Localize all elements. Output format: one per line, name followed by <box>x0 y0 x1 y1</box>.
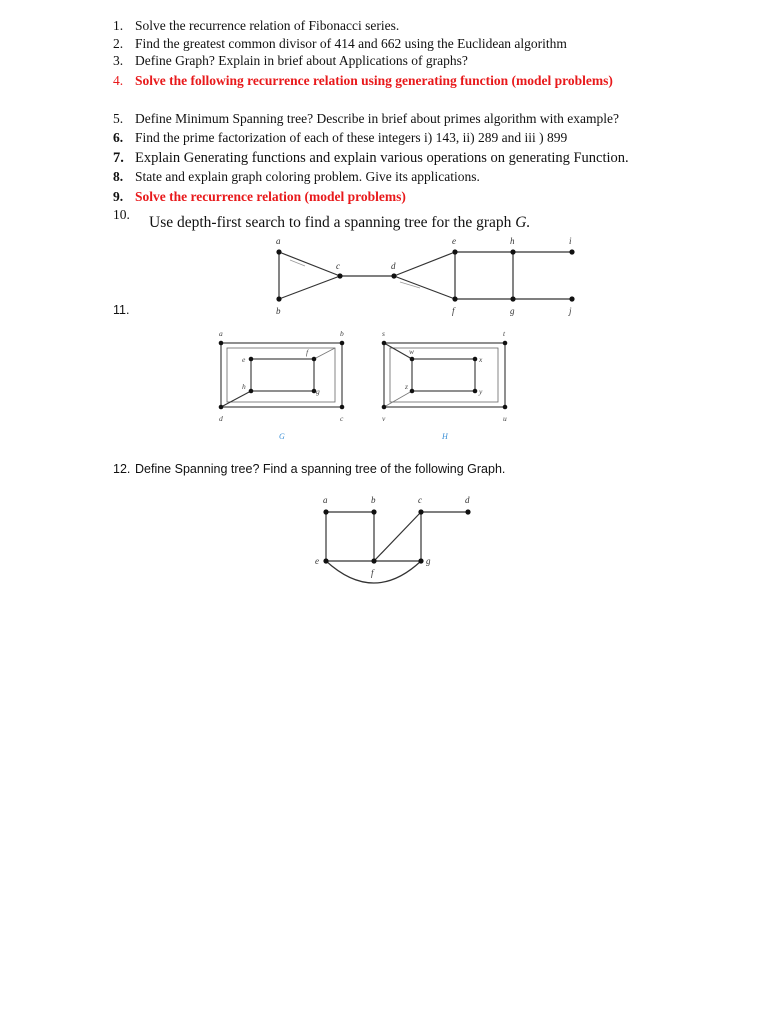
question-number: 3. <box>113 53 124 68</box>
question-number: 8. <box>113 169 124 184</box>
question-number: 6. <box>113 130 124 145</box>
question-text: Find the greatest common divisor of 414 and 662 using the Euclidean algorithm <box>135 36 567 51</box>
g-label-g: g <box>316 387 320 396</box>
label-i: i <box>569 236 572 246</box>
question-number: 5. <box>113 111 124 126</box>
figure-10-title-text: Use depth-first search to find a spanning tree for the graph <box>149 214 512 231</box>
g-vertex-e <box>249 357 254 362</box>
label-e: e <box>315 556 319 566</box>
vertex-d <box>391 273 396 278</box>
g-vertex-d <box>219 405 224 410</box>
h-vertex-z <box>410 389 415 394</box>
h-label-y: y <box>479 387 483 396</box>
question-text: Solve the recurrence relation (model problems) <box>135 189 406 204</box>
question-1 <box>113 17 399 35</box>
question-7 <box>113 149 629 167</box>
question-text: Define Minimum Spanning tree? Describe in brief about primes algorithm with example? <box>135 111 619 126</box>
h-label-w: w <box>409 347 415 356</box>
label-j: j <box>569 306 572 316</box>
question-text: Find the prime factorization of each of these integers i) 143, ii) 289 and iii ) 899 <box>135 130 568 145</box>
g-vertex-f <box>312 357 317 362</box>
question-number: 9. <box>113 189 124 204</box>
vertex-c <box>337 273 342 278</box>
g-label-c: c <box>340 414 344 423</box>
h-label-z: z <box>405 382 408 391</box>
vertex-c <box>418 509 423 514</box>
question-12 <box>113 460 505 478</box>
question-number: 12. <box>113 462 131 476</box>
label-c: c <box>336 261 340 271</box>
question-2 <box>113 35 567 53</box>
question-text: Define Spanning tree? Find a spanning tree of the following Graph. <box>135 462 506 476</box>
question-number: 1. <box>113 18 124 33</box>
h-label-t: t <box>503 329 506 338</box>
h-vertex-t <box>503 341 508 346</box>
vertex-j <box>569 296 574 301</box>
g-vertex-a <box>219 341 224 346</box>
question-text: Solve the following recurrence relation using generating function (model problems) <box>135 73 613 88</box>
question-5 <box>113 110 619 128</box>
vertex-i <box>569 249 574 254</box>
vertex-a <box>276 249 281 254</box>
vertex-d <box>465 509 470 514</box>
figure-10-graph <box>250 232 590 322</box>
vertex-e <box>323 558 328 563</box>
label-d: d <box>391 261 396 271</box>
question-10 <box>113 206 135 224</box>
question-number: 4. <box>113 73 124 88</box>
h-vertex-x <box>473 357 478 362</box>
figure-10-title <box>149 214 530 232</box>
label-g: g <box>426 556 431 566</box>
label-f: f <box>371 568 374 578</box>
vertex-h <box>510 249 515 254</box>
figure-12-graph <box>308 490 488 590</box>
g-vertex-c <box>340 405 345 410</box>
vertex-b <box>371 509 376 514</box>
g-label-h: h <box>242 382 246 391</box>
question-4 <box>113 72 613 90</box>
question-9 <box>113 188 406 206</box>
label-g: g <box>510 306 515 316</box>
vertex-a <box>323 509 328 514</box>
label-a: a <box>276 236 281 246</box>
figure-10-graph-name: G. <box>515 214 531 231</box>
g-label-b: b <box>340 329 344 338</box>
figure-11-graphs <box>210 325 520 445</box>
g-vertex-h <box>249 389 254 394</box>
vertex-g <box>418 558 423 563</box>
vertex-g <box>510 296 515 301</box>
g-vertex-b <box>340 341 345 346</box>
g-label-a: a <box>219 329 223 338</box>
question-number: 11. <box>113 303 130 317</box>
h-label-x: x <box>479 355 483 364</box>
label-d: d <box>465 495 470 505</box>
question-text: State and explain graph coloring problem. Give its applications. <box>135 169 480 184</box>
g-label-f: f <box>306 348 309 357</box>
question-text: Solve the recurrence relation of Fibonacci series. <box>135 18 400 33</box>
h-vertex-s <box>382 341 387 346</box>
question-8 <box>113 168 480 186</box>
question-number: 7. <box>113 150 124 166</box>
label-b: b <box>371 495 376 505</box>
vertex-f <box>371 558 376 563</box>
h-vertex-u <box>503 405 508 410</box>
question-text: Define Graph? Explain in brief about Applications of graphs? <box>135 53 468 68</box>
label-h: h <box>510 236 515 246</box>
label-a: a <box>323 495 328 505</box>
vertex-e <box>452 249 457 254</box>
question-6 <box>113 129 567 147</box>
h-vertex-v <box>382 405 387 410</box>
label-b: b <box>276 306 281 316</box>
label-f: f <box>452 306 455 316</box>
question-11 <box>113 301 135 319</box>
h-vertex-y <box>473 389 478 394</box>
vertex-f <box>452 296 457 301</box>
label-e: e <box>452 236 456 246</box>
question-text: Explain Generating functions and explain various operations on generating Function. <box>135 150 629 166</box>
graph-g-caption: G <box>279 432 285 441</box>
vertex-b <box>276 296 281 301</box>
question-number: 10. <box>113 207 130 222</box>
g-label-d: d <box>219 414 223 423</box>
h-label-s: s <box>382 329 385 338</box>
h-label-v: v <box>382 414 386 423</box>
h-vertex-w <box>410 357 415 362</box>
question-3 <box>113 52 468 70</box>
label-c: c <box>418 495 422 505</box>
h-label-u: u <box>503 414 507 423</box>
g-label-e: e <box>242 355 246 364</box>
graph-h-caption: H <box>442 432 448 441</box>
question-number: 2. <box>113 36 124 51</box>
